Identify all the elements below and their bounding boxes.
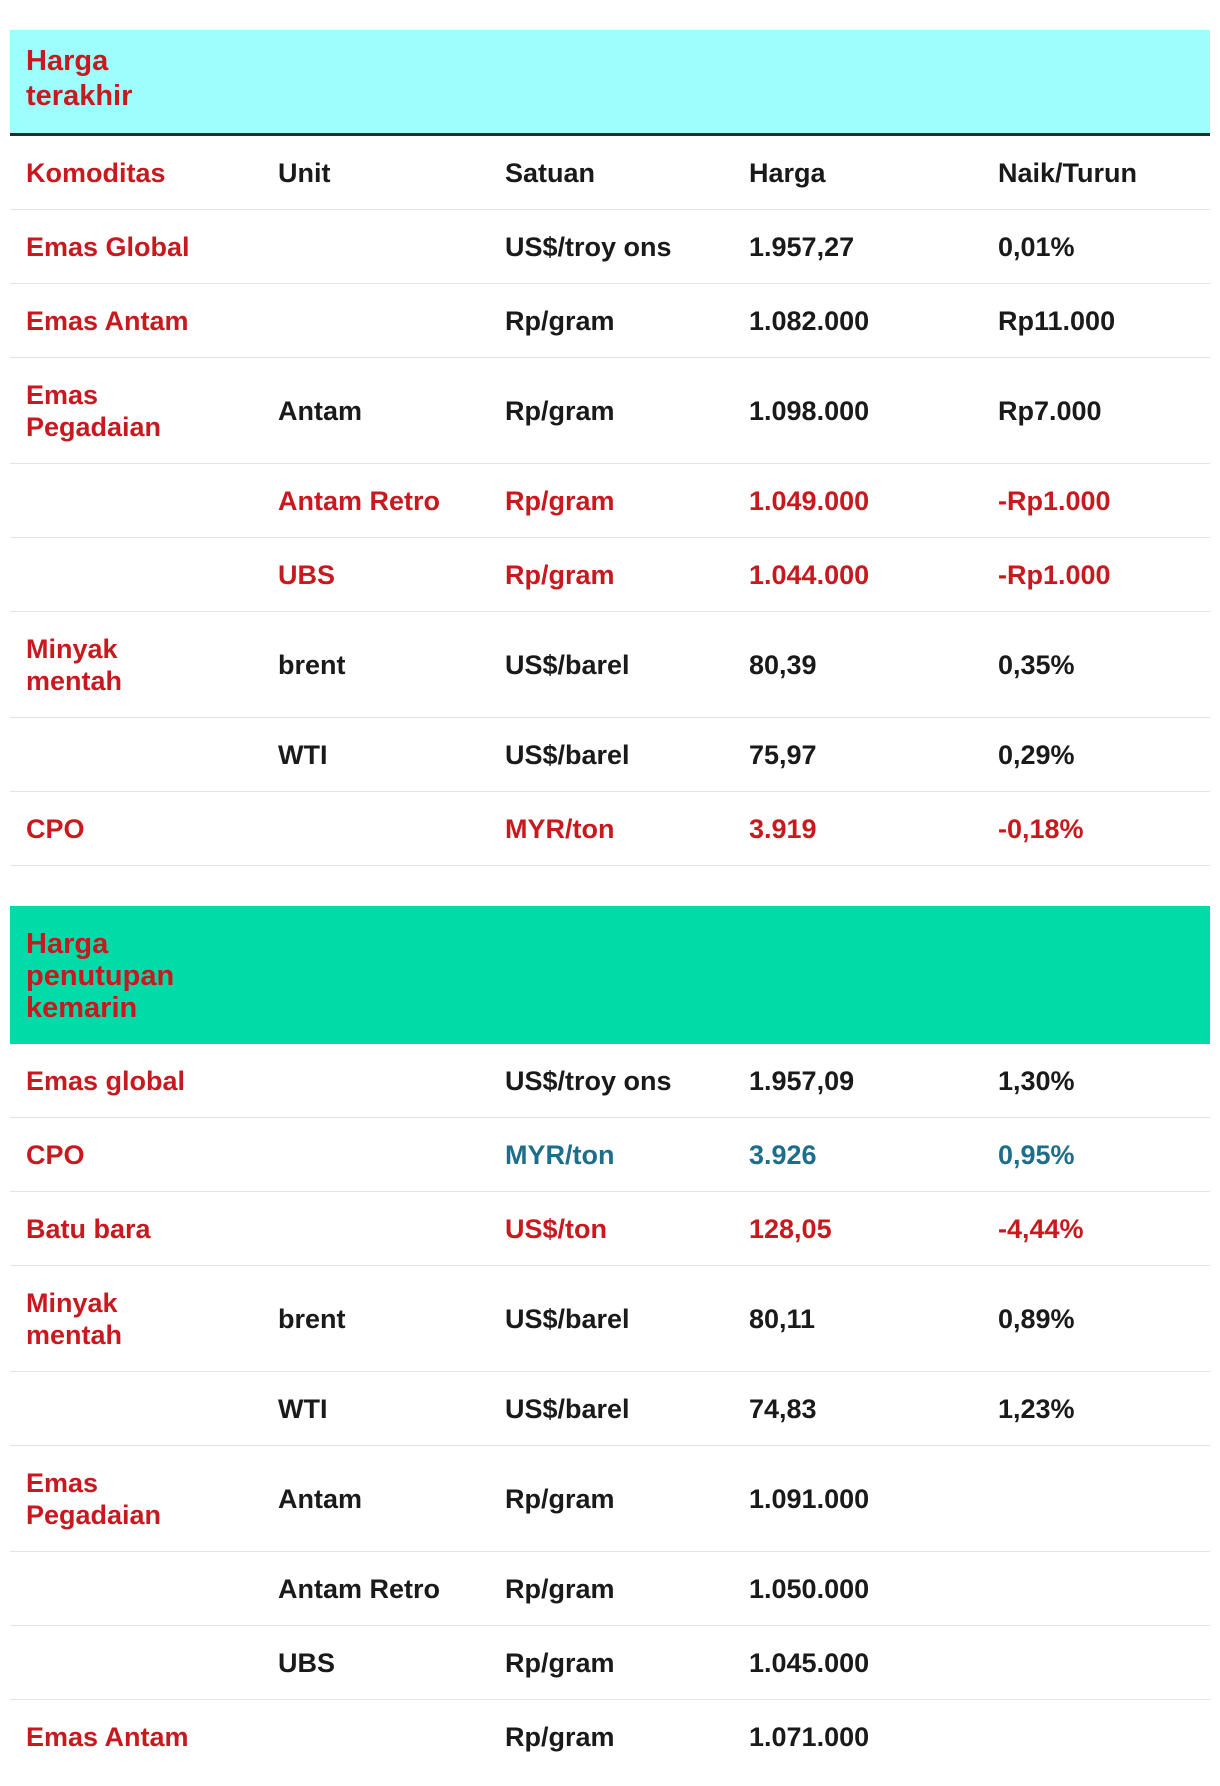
cell-komoditas — [10, 1287, 262, 1351]
cell-satuan: Rp/gram — [505, 559, 615, 590]
cell-komoditas-line: mentah — [26, 665, 123, 696]
cell-satuan: Rp/gram — [505, 485, 615, 516]
cell-naik-turun: 1,23% — [998, 1393, 1075, 1424]
cell-unit: Antam Retro — [278, 485, 441, 516]
table-row — [10, 464, 1210, 538]
cell-harga: 80,11 — [749, 1303, 816, 1334]
cell-unit: Antam Retro — [278, 1573, 441, 1604]
cell-satuan: Rp/gram — [505, 1647, 615, 1678]
cell-satuan: US$/troy ons — [505, 231, 672, 262]
column-header-satuan: Satuan — [505, 157, 596, 188]
cell-naik-turun: -Rp1.000 — [998, 559, 1111, 590]
cell-harga: 3.926 — [749, 1139, 817, 1170]
cell-satuan: US$/barel — [505, 1303, 630, 1334]
section-title-line: Harga — [26, 45, 109, 77]
cell-komoditas-line: Minyak — [26, 633, 118, 664]
table-row — [10, 1118, 1210, 1192]
cell-satuan: Rp/gram — [505, 1722, 615, 1752]
cell-naik-turun: Rp11.000 — [998, 305, 1116, 336]
cell-unit: Antam — [278, 395, 363, 426]
cell-satuan: Rp/gram — [505, 305, 615, 336]
column-header-naik-turun: Naik/Turun — [998, 157, 1138, 188]
column-header-komoditas: Komoditas — [26, 157, 166, 188]
cell-satuan: US$/ton — [505, 1213, 608, 1244]
cell-komoditas-line: Pegadaian — [26, 411, 162, 442]
cell-satuan: MYR/ton — [505, 813, 615, 844]
cell-harga: 1.044.000 — [749, 559, 870, 590]
cell-komoditas-line: Emas — [26, 379, 99, 410]
table-row — [10, 718, 1210, 792]
cell-komoditas — [10, 379, 262, 443]
cell-unit: UBS — [278, 1647, 336, 1678]
cell-satuan: Rp/gram — [505, 1573, 615, 1604]
cell-harga: 1.082.000 — [749, 305, 870, 336]
cell-harga: 1.045.000 — [749, 1647, 870, 1678]
table-row — [10, 1700, 1210, 1774]
cell-harga: 1.091.000 — [749, 1483, 870, 1514]
cell-komoditas — [10, 633, 262, 697]
cell-komoditas-line: mentah — [26, 1319, 123, 1350]
cell-komoditas: Emas Antam — [26, 1722, 189, 1752]
cell-harga: 75,97 — [749, 739, 817, 770]
cell-satuan: MYR/ton — [505, 1139, 615, 1170]
cell-unit: UBS — [278, 559, 336, 590]
cell-harga: 1.049.000 — [749, 485, 870, 516]
cell-naik-turun: -0,18% — [998, 813, 1084, 844]
table-row — [10, 1626, 1210, 1700]
cell-harga: 128,05 — [749, 1213, 832, 1244]
section-title-line: terakhir — [26, 80, 133, 112]
cell-komoditas — [10, 1467, 262, 1531]
section-title-line: Harga — [26, 928, 109, 960]
cell-satuan: US$/barel — [505, 1393, 630, 1424]
cell-naik-turun: 1,30% — [998, 1065, 1075, 1096]
cell-naik-turun: 0,29% — [998, 739, 1075, 770]
cell-naik-turun: 0,95% — [998, 1139, 1075, 1170]
column-header-harga: Harga — [749, 157, 826, 188]
cell-komoditas-line: Minyak — [26, 1287, 118, 1318]
cell-komoditas: CPO — [26, 1139, 85, 1170]
cell-harga: 1.071.000 — [749, 1722, 870, 1752]
section-header-harga-terakhir — [10, 30, 1210, 136]
cell-komoditas: Batu bara — [26, 1213, 151, 1244]
column-header-unit: Unit — [278, 157, 331, 188]
cell-komoditas: Emas Global — [26, 231, 190, 262]
cell-unit: WTI — [278, 1393, 328, 1424]
cell-satuan: US$/troy ons — [505, 1065, 672, 1096]
cell-harga: 1.098.000 — [749, 395, 870, 426]
table-row — [10, 1372, 1210, 1446]
cell-komoditas-line: Emas — [26, 1467, 99, 1498]
cell-satuan: US$/barel — [505, 739, 630, 770]
cell-harga: 1.957,09 — [749, 1065, 855, 1096]
cell-satuan: Rp/gram — [505, 1483, 615, 1514]
cell-harga: 74,83 — [749, 1393, 817, 1424]
table-row — [10, 538, 1210, 612]
table-row — [10, 1044, 1210, 1118]
cell-naik-turun: Rp7.000 — [998, 395, 1102, 426]
cell-naik-turun: 0,89% — [998, 1303, 1075, 1334]
cell-unit: brent — [278, 649, 346, 680]
cell-naik-turun: -Rp1.000 — [998, 485, 1111, 516]
cell-komoditas-line: Pegadaian — [26, 1499, 162, 1530]
cell-komoditas: Emas global — [26, 1065, 186, 1096]
section-title-line: penutupan — [26, 960, 175, 992]
cell-naik-turun: 0,35% — [998, 649, 1075, 680]
column-header-row — [10, 136, 1210, 210]
table-row — [10, 1266, 1210, 1372]
cell-naik-turun: 0,01% — [998, 231, 1075, 262]
cell-unit: WTI — [278, 739, 328, 770]
cell-harga: 1.050.000 — [749, 1573, 870, 1604]
cell-unit: brent — [278, 1303, 346, 1334]
cell-harga: 1.957,27 — [749, 231, 855, 262]
table-row — [10, 1192, 1210, 1266]
section-header-harga-penutupan-kemarin — [10, 906, 1210, 1044]
cell-satuan: US$/barel — [505, 649, 630, 680]
cell-harga: 3.919 — [749, 813, 817, 844]
section-gap — [10, 866, 1210, 906]
section-title-line: kemarin — [26, 992, 138, 1024]
commodity-price-table — [10, 30, 1210, 1774]
table-row — [10, 1552, 1210, 1626]
table-row — [10, 210, 1210, 284]
cell-unit: Antam — [278, 1483, 363, 1514]
cell-komoditas: Emas Antam — [26, 305, 189, 336]
table-row — [10, 1446, 1210, 1552]
cell-harga: 80,39 — [749, 649, 817, 680]
cell-satuan: Rp/gram — [505, 395, 615, 426]
cell-komoditas: CPO — [26, 813, 85, 844]
table-row — [10, 792, 1210, 866]
cell-naik-turun: -4,44% — [998, 1213, 1084, 1244]
table-row — [10, 612, 1210, 718]
table-row — [10, 358, 1210, 464]
table-row — [10, 284, 1210, 358]
